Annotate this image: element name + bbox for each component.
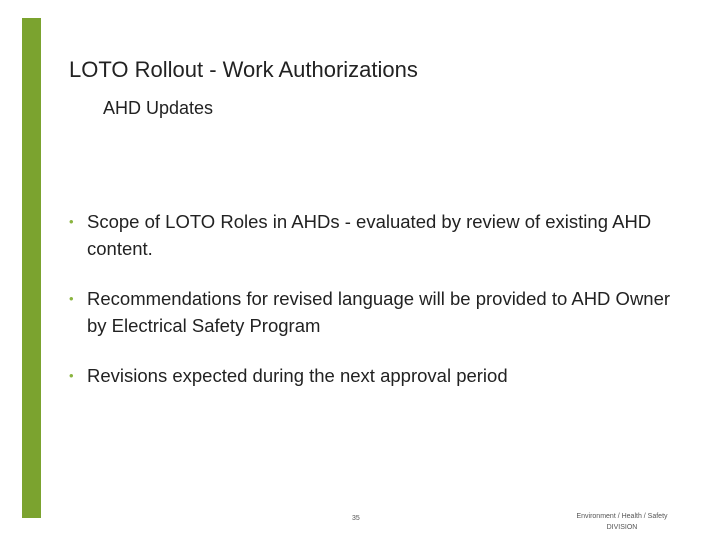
- page-number: 35: [352, 515, 360, 522]
- bullet-item: [69, 208, 679, 262]
- footer-org-label: [560, 511, 684, 533]
- bullet-list: [69, 208, 679, 412]
- accent-bar: [22, 18, 41, 518]
- bullet-icon: •: [69, 368, 74, 383]
- footer-org-line: DIVISION: [606, 524, 638, 531]
- bullet-text: Recommendations for revised language will be provided to AHD Owner by Electrical Safety Program: [87, 288, 671, 336]
- bullet-text: Scope of LOTO Roles in AHDs - evaluated by review of existing AHD content.: [87, 211, 652, 259]
- footer-org-line: Environment / Health / Safety: [576, 513, 668, 520]
- slide-subtitle: AHD Updates: [103, 98, 214, 118]
- bullet-item: [69, 285, 679, 339]
- bullet-icon: •: [69, 214, 74, 229]
- bullet-text: Revisions expected during the next approval period: [87, 365, 508, 386]
- slide-title: LOTO Rollout - Work Authorizations: [69, 57, 418, 82]
- bullet-item: [69, 362, 679, 389]
- bullet-icon: •: [69, 291, 74, 306]
